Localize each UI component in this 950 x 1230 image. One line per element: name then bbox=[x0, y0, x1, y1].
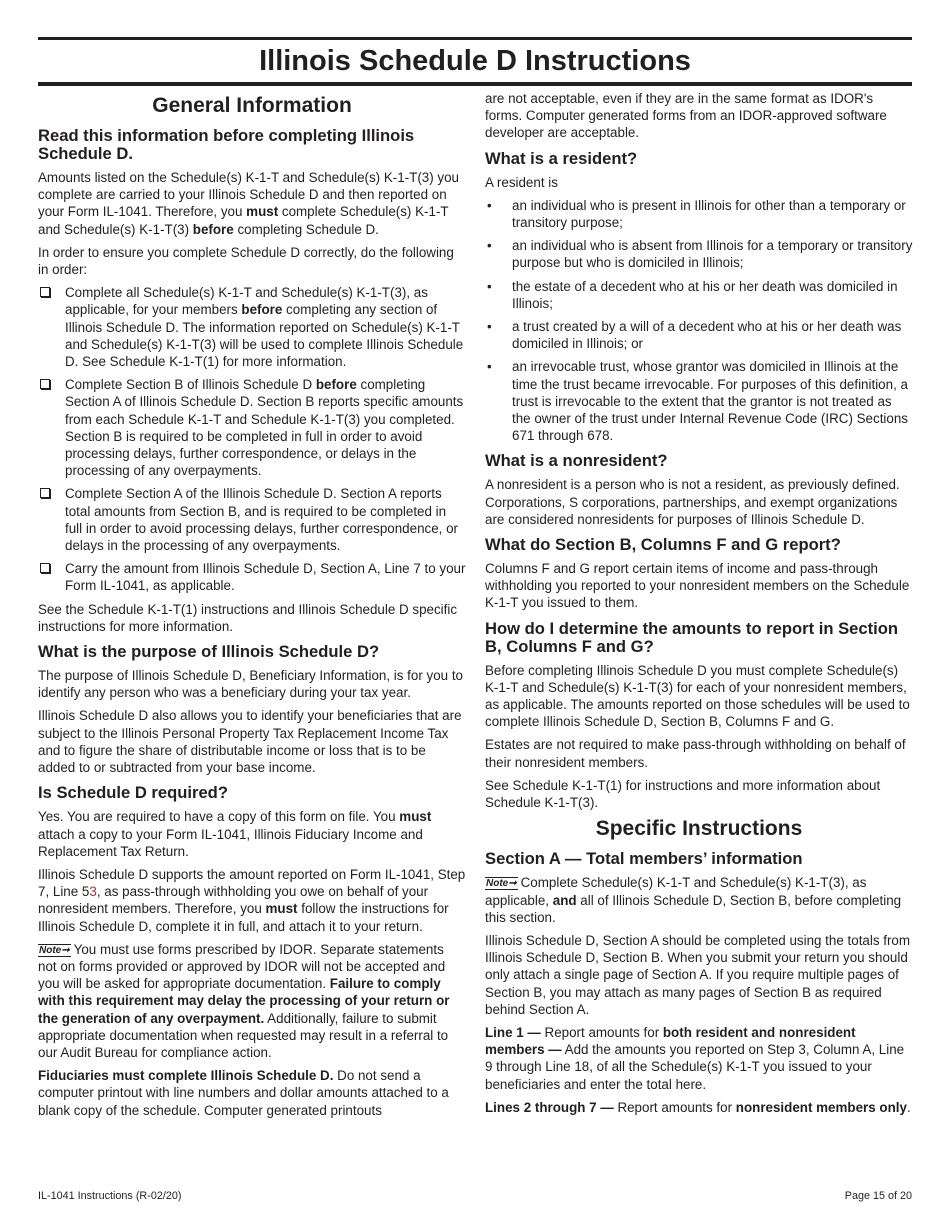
footer-page-number: Page 15 of 20 bbox=[844, 1190, 912, 1202]
bullet-icon: • bbox=[487, 359, 492, 375]
nonresident-paragraph: A nonresident is a person who is not a resident, as previously defined. Corporations, S corporations, partnerships, and exempt organizations are considered nonresidents for purposes of Illinois Schedule D. bbox=[485, 477, 900, 527]
general-information-heading: General Information bbox=[152, 94, 352, 117]
purpose-paragraph-1: The purpose of Illinois Schedule D, Beneficiary Information, is for you to identify any person who was a beneficiary during your tax year. bbox=[38, 668, 463, 701]
checklist-item: Complete Section A of the Illinois Schedule D. Section A reports total amounts from Section B, and is required to be completed in full in order to avoid processing delays, further correspondence, or delays in the processing of any overpayments. bbox=[38, 485, 466, 554]
checklist-item: Complete Section B of Illinois Schedule D before completing Section A of Illinois Schedule D. Section B reports specific amounts from each Schedule K-1-T and Schedule K-1-T(3) you completed. Section B is required to be completed in full in order to avoid processing delays, further correspondence, or delays in the processing of any overpayments. bbox=[38, 376, 466, 479]
fiduciaries-paragraph: Fiduciaries must complete Illinois Schedule D. Do not send a computer printout with line numbers and dollar amounts attached to a blank copy of the schedule. Computer generated printouts bbox=[38, 1068, 449, 1118]
checklist-item: Complete all Schedule(s) K-1-T and Schedule(s) K-1-T(3), as applicable, for your members before completing any section of Illinois Schedule D. The information reported on Schedule(s) K-1-T and Schedule(s) K-1-T(3) will be used to complete Illinois Schedule D. See Schedule K-1-T(1) for more information. bbox=[38, 284, 466, 370]
specific-instructions-heading: Specific Instructions bbox=[595, 817, 803, 841]
section-b-paragraph: Columns F and G report certain items of income and pass-through withholding you reported to your nonresident members on the Schedule K-1-T you issued to them. bbox=[485, 561, 910, 611]
section-a-heading: Section A — Total members’ information bbox=[485, 849, 803, 869]
checkbox-icon bbox=[40, 379, 50, 389]
nonresident-heading: What is a nonresident? bbox=[485, 451, 668, 471]
list-item: • an irrevocable trust, whose grantor was domiciled in Illinois at the time the trust became irrevocable. For purposes of this definition, a trust is irrevocable to the extent that the grantor is not treated as the owner of the trust under Internal Revenue Code (IRC) Sections 671 through 678. bbox=[487, 359, 908, 444]
purpose-heading: What is the purpose of Illinois Schedule D? bbox=[38, 642, 380, 662]
checklist bbox=[38, 284, 466, 594]
determine-paragraph-2: Estates are not required to make pass-through withholding on behalf of their nonresident members. bbox=[485, 737, 906, 770]
bullet-icon: • bbox=[487, 197, 492, 213]
bullet-icon: • bbox=[487, 319, 492, 335]
left-column bbox=[38, 90, 466, 1125]
resident-heading: What is a resident? bbox=[485, 148, 638, 168]
title-rule bbox=[38, 82, 912, 86]
section-a-paragraph: Illinois Schedule D, Section A should be completed using the totals from Illinois Schedule D, Section B. When you submit your return you should only attach a single page of Section A. If you require multiple pages of Section B, you may attach as many pages of Section B as required behind Section A. bbox=[485, 932, 911, 1017]
note-paragraph: Note➞ You must use forms prescribed by IDOR. Separate statements not on forms provided or approved by IDOR will not be accepted and you will be asked for appropriate documentation. Failure to comply with this requirement may delay the processing of your return or the generation of any overpayment. Additionally, failure to submit appropriate documentation when requested may result in a referral to our Audit Bureau for compliance action. bbox=[38, 941, 450, 1060]
checkbox-icon bbox=[40, 488, 50, 498]
page-title: Illinois Schedule D Instructions bbox=[259, 45, 691, 77]
order-intro: In order to ensure you complete Schedule D correctly, do the following in order: bbox=[38, 244, 454, 278]
determine-paragraph-1: Before completing Illinois Schedule D you must complete Schedule(s) K-1-T and Schedule(s) K-1-T(3) for each of your nonresident members, as applicable. The amounts reported on those schedules will be used to complete Illinois Schedule D, Section B, Columns F and G. bbox=[485, 662, 910, 730]
see-instructions: See the Schedule K-1-T(1) instructions and Illinois Schedule D specific instructions for more information. bbox=[38, 601, 458, 634]
right-column bbox=[485, 90, 913, 1122]
resident-intro: A resident is bbox=[485, 174, 558, 190]
checklist-item: Carry the amount from Illinois Schedule D, Section A, Line 7 to your Form IL-1041, as applicable. bbox=[38, 560, 466, 594]
note-icon: Note➞ bbox=[486, 878, 517, 890]
determine-paragraph-3: See Schedule K-1-T(1) for instructions and more information about Schedule K-1-T(3). bbox=[485, 777, 881, 811]
list-item: • an individual who is present in Illinois for other than a temporary or transitory purpose; bbox=[487, 197, 906, 231]
list-item: • an individual who is absent from Illinois for a temporary or transitory purpose but who is domiciled in Illinois; bbox=[487, 238, 913, 271]
footer-form-id: IL-1041 Instructions (R-02/20) bbox=[38, 1190, 182, 1202]
section-b-heading: What do Section B, Columns F and G report? bbox=[485, 535, 841, 555]
amounts-paragraph: Amounts listed on the Schedule(s) K-1-T and Schedule(s) K-1-T(3) you complete are carried to your Illinois Schedule D and then reported on your Form IL-1041. Therefore, you must complete Schedule(s) K-1-T and Schedule(s) K-1-T(3) before completing Schedule D. bbox=[38, 170, 460, 237]
required-paragraph-2: Illinois Schedule D supports the amount reported on Form IL-1041, Step 7, Line 53, as pass-through withholding you owe on behalf of your nonresident members. Therefore, you must follow the instructions for Illinois Schedule D, complete it in full, and attach it to your return. bbox=[38, 866, 466, 934]
checkbox-icon bbox=[40, 287, 50, 297]
determine-heading: How do I determine the amounts to report in Section B, Columns F and G? bbox=[485, 618, 899, 656]
bullet-icon: • bbox=[487, 238, 492, 254]
purpose-paragraph-2: Illinois Schedule D also allows you to identify your beneficiaries that are subject to the Illinois Personal Property Tax Replacement Income Tax and to figure the share of distributable income or loss that is to be added to or subtracted from your base income. bbox=[38, 708, 462, 776]
checkbox-icon bbox=[40, 563, 50, 573]
required-heading: Is Schedule D required? bbox=[38, 783, 228, 803]
lines-2-7-paragraph: Lines 2 through 7 — Report amounts for nonresident members only. bbox=[485, 1099, 911, 1115]
required-paragraph-1: Yes. You are required to have a copy of this form on file. You must attach a copy to your Form IL-1041, Illinois Fiduciary Income and Replacement Tax Return. bbox=[38, 809, 432, 859]
resident-list bbox=[485, 197, 913, 445]
continued-paragraph: are not acceptable, even if they are in the same format as IDOR's forms. Computer generated forms from an IDOR-approved software developer are acceptable. bbox=[485, 91, 887, 141]
top-rule bbox=[38, 37, 912, 40]
line-1-paragraph: Line 1 — Report amounts for both resident and nonresident members — Add the amounts you reported on Step 3, Column A, Line 9 through Line 18, of all the Schedule(s) K-1-T you issued to your beneficiaries and enter the total here. bbox=[485, 1024, 905, 1092]
list-item: • the estate of a decedent who at his or her death was domiciled in Illinois; bbox=[487, 278, 898, 311]
bullet-icon: • bbox=[487, 278, 492, 294]
section-a-note: Note➞ Complete Schedule(s) K-1-T and Schedule(s) K-1-T(3), as applicable, and all of Illinois Schedule D, Section B, before completing this section. bbox=[485, 875, 902, 925]
read-heading: Read this information before completing Illinois Schedule D. bbox=[38, 126, 415, 163]
list-item: • a trust created by a will of a decedent who at his or her death was domiciled in Illinois; or bbox=[487, 319, 902, 352]
note-icon: Note➞ bbox=[39, 944, 70, 956]
